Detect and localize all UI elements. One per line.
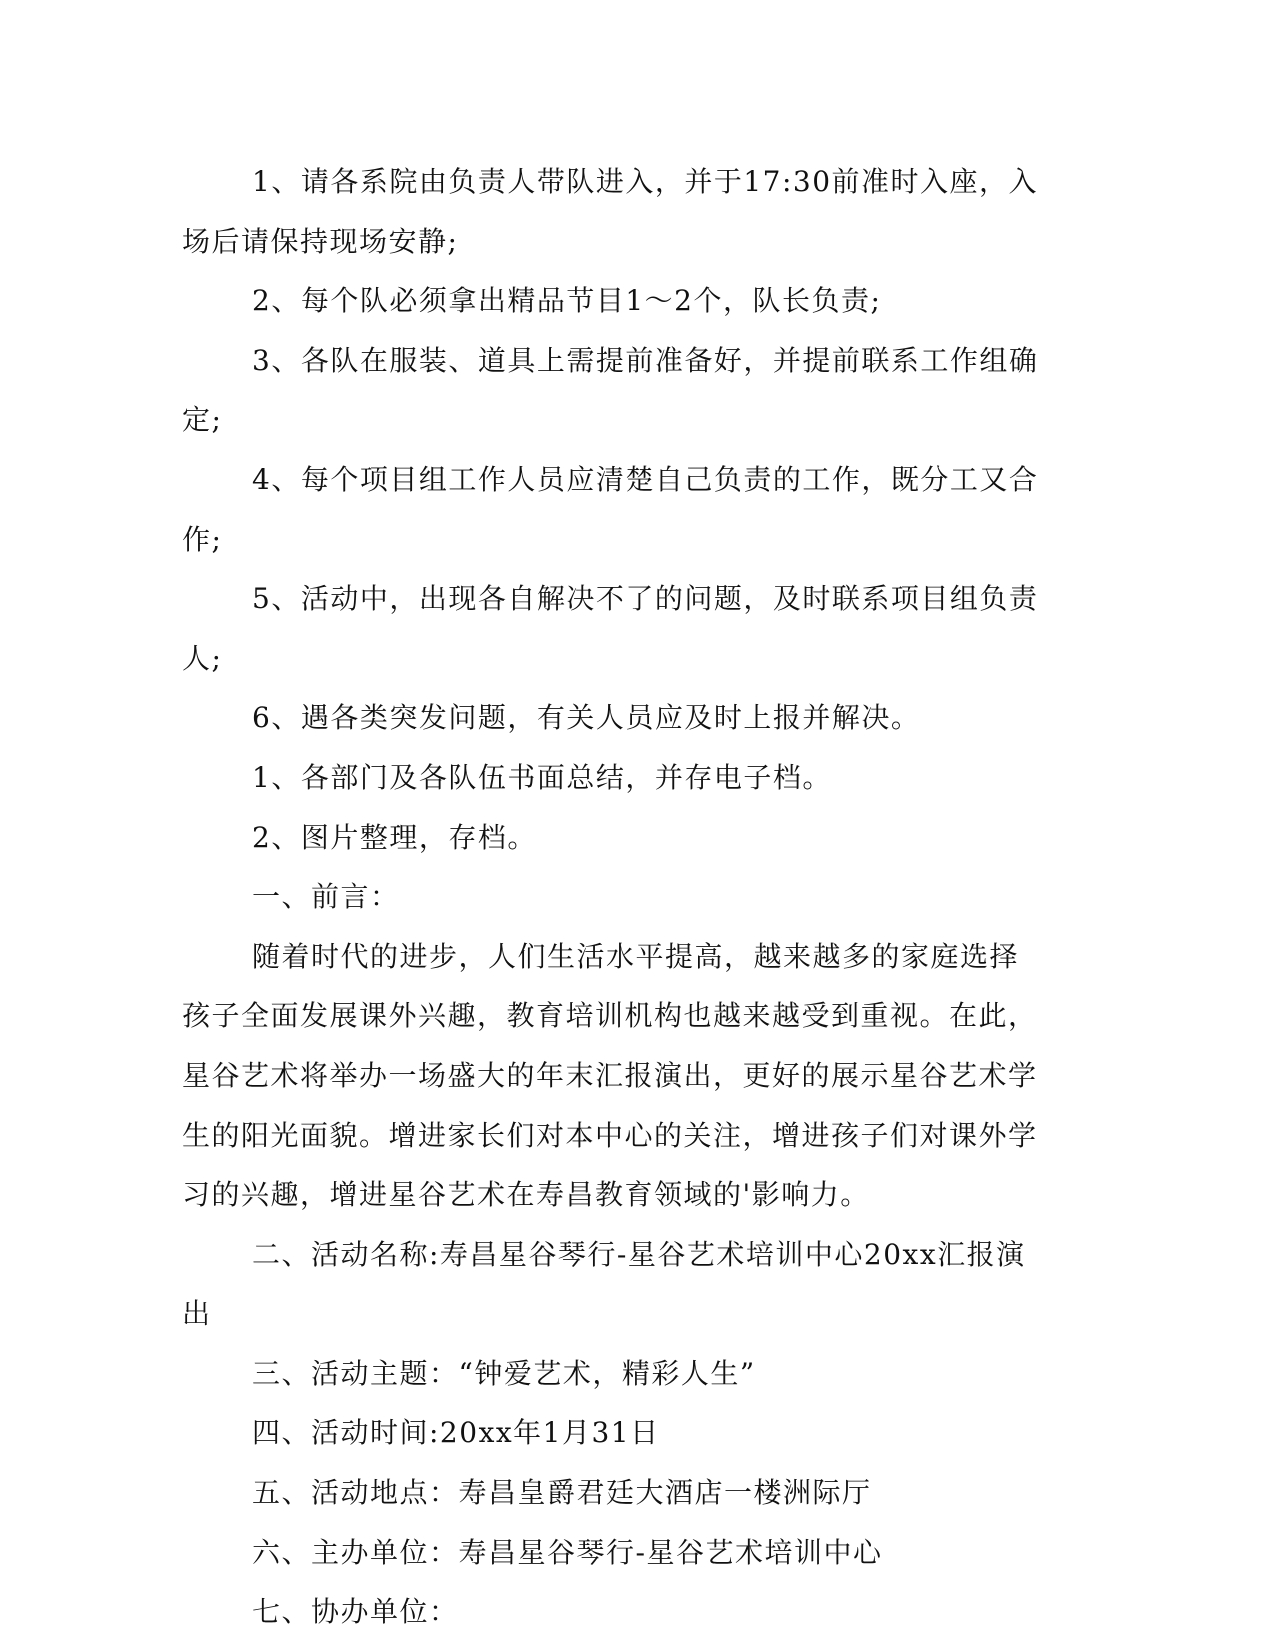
paragraph-rule-4: 4、每个项目组工作人员应清楚自己负责的工作，既分工又合作; <box>182 462 1039 556</box>
section-heading-preface: 一、前言： <box>252 880 400 914</box>
paragraph-preface-body: 随着时代的进步，人们生活水平提高，越来越多的家庭选择孩子全面发展课外兴趣，教育培训机构也越来越受到重视。在此，星谷艺术将举办一场盛大的年末汇报演出，更好的展示星谷艺术学生的阳光面貌。增进家长们对本中心的关注，增进孩子们对课外学习的兴趣，增进星谷艺术在寿昌教育领域的'影响力。 <box>182 939 1038 1212</box>
section-activity-time: 四、活动时间:20xx年1月31日 <box>252 1416 660 1450</box>
document-body <box>182 152 1042 1642</box>
paragraph-summary-2: 2、图片整理，存档。 <box>252 820 537 854</box>
paragraph-rule-1: 1、请各系院由负责人带队进入，并于17:30前准时入座，入场后请保持现场安静; <box>182 165 1039 258</box>
paragraph-rule-5: 5、活动中，出现各自解决不了的问题，及时联系项目组负责人; <box>182 582 1039 675</box>
section-co-organizer: 七、协办单位： <box>252 1595 459 1629</box>
section-activity-location: 五、活动地点：寿昌皇爵君廷大酒店一楼洲际厅 <box>252 1476 872 1510</box>
paragraph-rule-6: 6、遇各类突发问题，有关人员应及时上报并解决。 <box>252 701 921 735</box>
paragraph-summary-1: 1、各部门及各队伍书面总结，并存电子档。 <box>252 760 832 794</box>
section-organizer: 六、主办单位：寿昌星谷琴行-星谷艺术培训中心 <box>252 1535 883 1569</box>
section-activity-name: 二、活动名称:寿昌星谷琴行-星谷艺术培训中心20xx汇报演出 <box>182 1237 1026 1331</box>
paragraph-rule-3: 3、各队在服装、道具上需提前准备好，并提前联系工作组确定; <box>182 343 1039 437</box>
section-activity-theme: 三、活动主题：“钟爱艺术，精彩人生” <box>252 1356 756 1390</box>
paragraph-rule-2: 2、每个队必须拿出精品节目1～2个，队长负责; <box>252 284 882 318</box>
